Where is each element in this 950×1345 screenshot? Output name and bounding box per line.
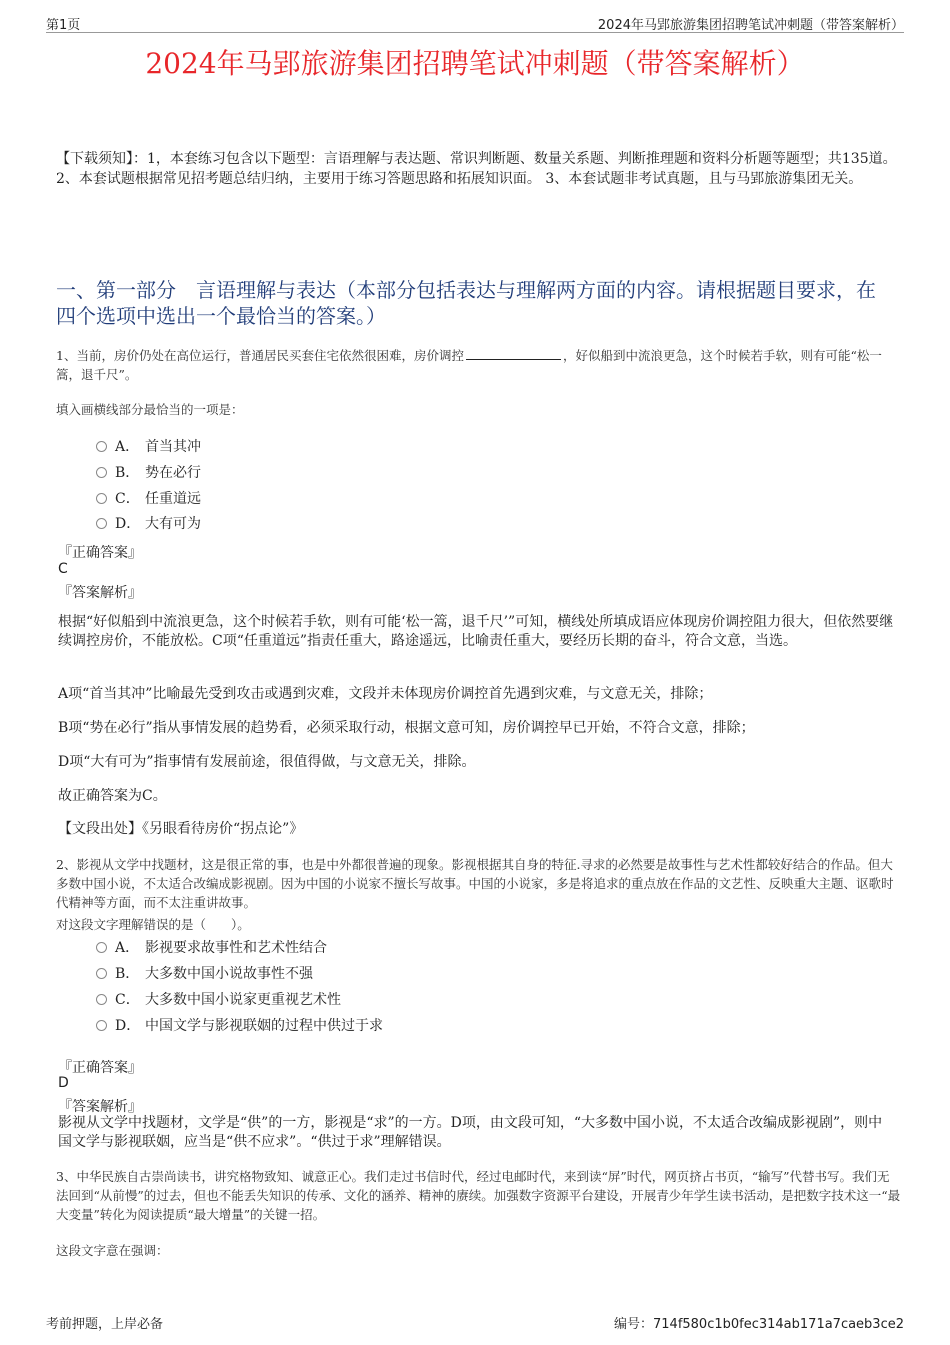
question-2-prompt: 对这段文字理解错误的是（ ）。 [56,917,250,932]
q1-analysis-p4: D项“大有可为”指事情有发展前途，很值得做，与文意无关，排除。 [58,754,476,770]
q1-analysis-label: 『答案解析』 [58,585,142,601]
question-1-prompt: 填入画横线部分最恰当的一项是： [56,402,244,417]
radio-icon[interactable] [96,942,107,953]
q1-option-d[interactable]: D． 大有可为 [96,513,201,533]
question-1-text-a: 1、当前，房价仍处在高位运行，普通居民买套住宅依然很困难，房价调控 [56,348,464,363]
footer-slogan: 考前押题，上岸必备 [46,1317,164,1332]
q1-analysis-p1: 根据“好似船到中流浪更急，这个时候若手软，则有可能‘松一篙，退千尺’”可知，横线处所填成语应体现房价调控阻力很大，但依然要继续调控房价，不能放松。C项“任重道远”指责任重大，路途遥远，比喻责任重大，要经历长期的奋斗，符合文意，当选。 [58,614,894,649]
page-header [46,12,904,33]
section-heading: 一、第一部分 言语理解与表达（本部分包括表达与理解两方面的内容。请根据题目要求，在四个选项中选出一个最恰当的答案。） [56,278,876,328]
radio-icon[interactable] [96,994,107,1005]
q1-answer-label: 『正确答案』 [58,545,142,561]
radio-icon[interactable] [96,493,107,504]
footer-doc-id: 编号：714f580c1b0fec314ab171a7caeb3ce2 [614,1317,904,1332]
q1-option-a[interactable]: A． 首当其冲 [96,436,201,456]
radio-icon[interactable] [96,1020,107,1031]
question-2-text: 2、影视从文学中找题材，这是很正常的事，也是中外都很普遍的现象。影视根据其自身的特征.寻求的必然要是故事性与艺术性都较好结合的作品。但大多数中国小说，不太适合改编成影视剧。因为中国的小说家不擅长写故事。中国的小说家，多是将追求的重点放在作品的文艺性、反映重大主题、讴歌时代精神等方面，而不太注重讲故事。 [56,857,894,910]
q2-analysis-label: 『答案解析』 [58,1099,142,1115]
question-1-text-b: ，好似船到中流浪更急，这个时候若手软，则有可能“松一篙，退千尺”。 [56,348,882,382]
question-3-prompt: 这段文字意在强调： [56,1243,169,1258]
header-doc-title: 2024年马郢旅游集团招聘笔试冲刺题（带答案解析） [597,18,904,33]
q1-analysis-p2: A项“首当其冲”比喻最先受到攻击或遇到灾难，文段并未体现房价调控首先遇到灾难，与文意无关，排除； [58,686,713,702]
q2-answer: D [58,1075,69,1091]
q1-option-b[interactable]: B． 势在必行 [96,462,201,482]
radio-icon[interactable] [96,968,107,979]
q2-option-b[interactable]: B． 大多数中国小说故事性不强 [96,963,313,983]
fill-blank [466,349,561,360]
download-notice: 【下载须知】：1，本套练习包含以下题型：言语理解与表达题、常识判断题、数量关系题、判断推理题和资料分析题等题型；共135道。 2、本套试题根据常见招考题总结归纳，主要用于练习答题思路和拓展知识面。 3、本套试题非考试真题，且与马郢旅游集团无关。 [56,151,897,187]
radio-icon[interactable] [96,441,107,452]
page-number: 第1页 [46,18,81,33]
q1-answer: C [58,561,68,577]
q1-analysis-p3: B项“势在必行”指从事情发展的趋势看，必须采取行动，根据文意可知，房价调控早已开始，不符合文意，排除； [58,720,755,736]
q2-option-a[interactable]: A． 影视要求故事性和艺术性结合 [96,937,327,957]
q1-option-c[interactable]: C． 任重道远 [96,488,201,508]
q2-option-c[interactable]: C． 大多数中国小说家更重视艺术性 [96,989,341,1009]
document-title: 2024年马郢旅游集团招聘笔试冲刺题（带答案解析） [145,47,805,80]
q1-analysis-p5: 故正确答案为C。 [58,788,167,804]
q1-source: 【文段出处】《另眼看待房价“拐点论”》 [58,821,304,837]
q2-answer-label: 『正确答案』 [58,1060,142,1076]
q2-option-d[interactable]: D． 中国文学与影视联姻的过程中供过于求 [96,1015,383,1035]
radio-icon[interactable] [96,518,107,529]
q2-analysis: 影视从文学中找题材，文学是“供”的一方，影视是“求”的一方。D项，由文段可知，“大多数中国小说，不太适合改编成影视剧”，则中国文学与影视联姻，应当是“供不应求”。“供过于求”理解错误。 [58,1115,883,1150]
radio-icon[interactable] [96,467,107,478]
question-1-text [56,346,902,384]
question-3-text: 3、中华民族自古崇尚读书，讲究格物致知、诚意正心。我们走过书信时代，经过电邮时代，来到读“屏”时代，网页挤占书页，“输写”代替书写。我们无法回到“从前慢”的过去，但也不能丢失知识的传承、文化的涵养、精神的赓续。加强数字资源平台建设，开展青少年学生读书活动，是把数字技术这一“最大变量”转化为阅读提质“最大增量”的关键一招。 [56,1169,901,1222]
